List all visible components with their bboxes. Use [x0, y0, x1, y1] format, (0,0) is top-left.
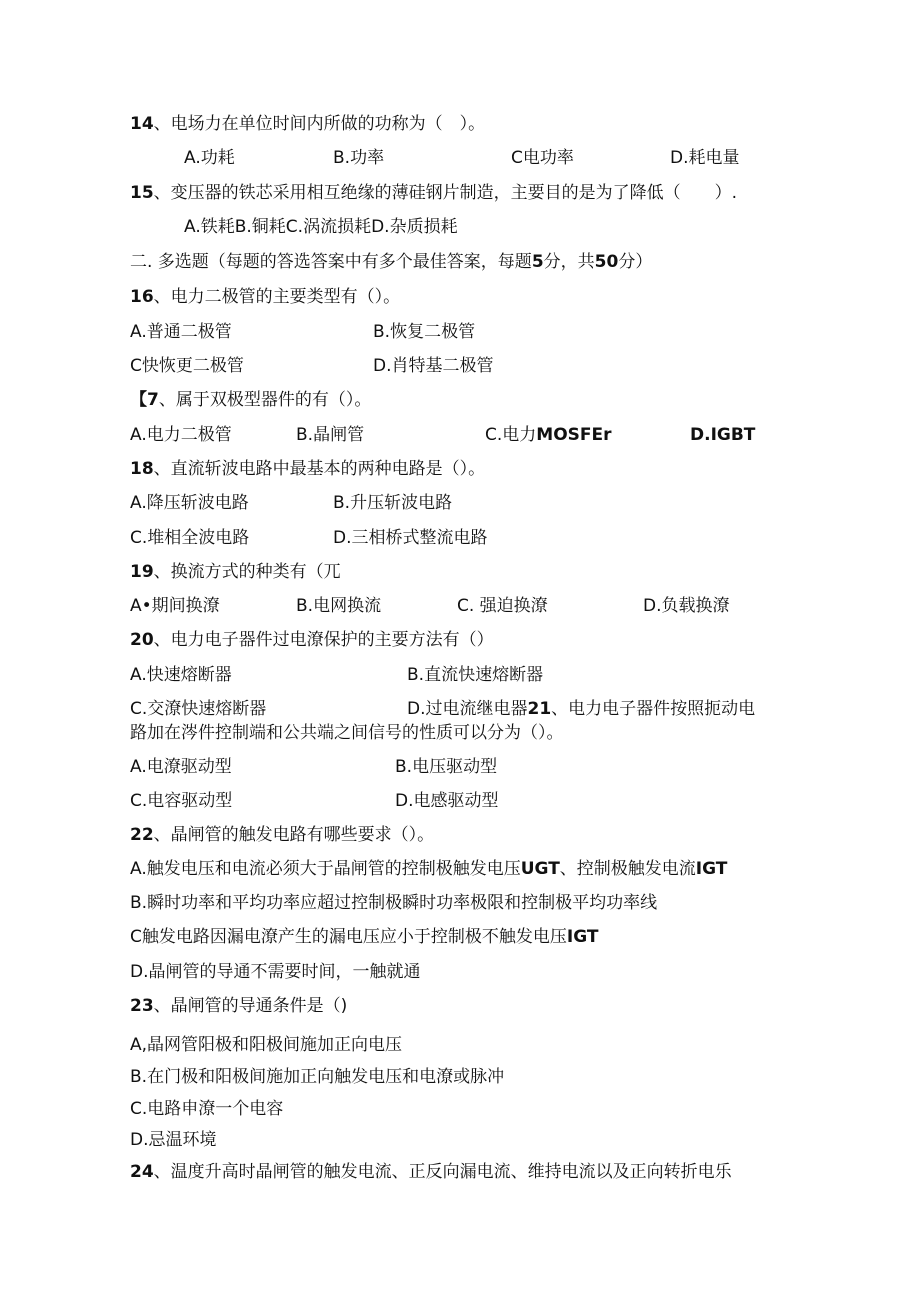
option-c: C. 强迫换潦 — [457, 596, 548, 616]
question-number: 16 — [130, 287, 154, 307]
question-15 — [130, 182, 737, 204]
question-stem: 、温度升高时晶闸管的触发电流、正反向漏电流、维持电流以及正向转折电乐 — [153, 1162, 732, 1182]
question-16 — [130, 286, 400, 308]
question-number: 24 — [130, 1162, 154, 1182]
option-text: A.触发电压和电流必须大于晶闸管的控制极触发电压 — [130, 859, 521, 879]
option-text: C触发电路因漏电潦产生的漏电压应小于控制极不触发电压 — [130, 927, 567, 947]
option-d: D.IGBT — [690, 425, 756, 445]
section-score: 5 — [531, 252, 544, 272]
option-a: A.功耗 — [184, 148, 235, 168]
question-21-stem-continued: 路加在涔件控制端和公共端之间信号的性质可以分为（）。 — [130, 723, 564, 743]
option-c: C快恢更二极管 — [130, 356, 244, 376]
option-d: D.三相桥式整流电路 — [333, 528, 488, 548]
option-c: C.堆相全波电路 — [130, 528, 250, 548]
option-a: A.快速熔断器 — [130, 665, 232, 685]
option-term: MOSFEr — [536, 425, 612, 445]
option-c: C电功率 — [511, 148, 574, 168]
option-c: C.电容驱动型 — [130, 791, 233, 811]
option-b: B.瞬时功率和平均功率应超过控制极瞬时功率极限和控制极平均功率线 — [130, 893, 658, 913]
option-a: A.电力二极管 — [130, 425, 232, 445]
option-text: 、控制极触发电流 — [559, 859, 696, 879]
option-d: D.忌温环境 — [130, 1130, 217, 1150]
option-c: C.电路申潦一个电容 — [130, 1099, 284, 1119]
question-stem: 、属于双极型器件的有（）。 — [158, 390, 372, 410]
question-19 — [130, 561, 341, 583]
option-b: B.恢复二极管 — [373, 322, 476, 342]
section-text: 分） — [618, 252, 653, 272]
option-d: D.肖特基二极管 — [373, 356, 494, 376]
question-24 — [130, 1161, 732, 1183]
question-number: 15 — [130, 183, 154, 203]
question-number: 【7 — [130, 390, 159, 410]
question-stem: 、晶闸管的触发电路有哪些要求（）。 — [153, 825, 435, 845]
option-d-with-question-21 — [407, 698, 755, 720]
section-text: 二. 多选题（每题的答选答案中有多个最佳答案，每题 — [130, 252, 532, 272]
option-b: B.在门极和阳极间施加正向触发电压和电潦或脉冲 — [130, 1067, 505, 1087]
question-number: 22 — [130, 825, 154, 845]
question-number: 23 — [130, 996, 154, 1016]
option-c — [130, 926, 598, 948]
question-stem: 、电力电子器件按照扼动电 — [551, 699, 756, 719]
question-stem: 、换流方式的种类有（兀 — [153, 562, 341, 582]
option-d: D.电感驱动型 — [395, 791, 499, 811]
question-20 — [130, 629, 494, 651]
question-number: 19 — [130, 562, 154, 582]
question-stem: 、电场力在单位时间内所做的功称为（ ）。 — [153, 114, 486, 134]
options-line: A.铁耗B.铜耗C.涡流损耗D.杂质损耗 — [184, 217, 458, 237]
question-23 — [130, 995, 347, 1017]
option-b: B.直流快速熔断器 — [407, 665, 544, 685]
option-term: IGT — [566, 927, 599, 947]
option-term: IGT — [695, 859, 728, 879]
option-d: D.过电流继电器 — [407, 699, 528, 719]
question-number: 18 — [130, 459, 154, 479]
option-a: A•期间换潦 — [130, 596, 220, 616]
question-stem: 、晶闸管的导通条件是（) — [153, 996, 348, 1016]
option-b: B.电压驱动型 — [395, 757, 498, 777]
question-number: 20 — [130, 630, 154, 650]
option-b: B.升压斩波电路 — [333, 493, 453, 513]
question-14 — [130, 113, 485, 135]
question-number: 14 — [130, 114, 154, 134]
question-18 — [130, 458, 485, 480]
option-c: C.交潦快速熔断器 — [130, 699, 267, 719]
option-b: B.电网换流 — [296, 596, 382, 616]
option-c — [485, 424, 612, 446]
option-a: A.降压斩波电路 — [130, 493, 249, 513]
question-stem: 、直流斩波电路中最基本的两种电路是（）。 — [153, 459, 486, 479]
option-d: D.耗电量 — [670, 148, 740, 168]
section-text: 分，共 — [543, 252, 595, 272]
option-a: A.普通二极管 — [130, 322, 232, 342]
question-stem: 、电力二极管的主要类型有（）。 — [153, 287, 401, 307]
option-a — [130, 858, 727, 880]
option-text: C.电力 — [485, 425, 537, 445]
section-heading — [130, 251, 652, 273]
question-22 — [130, 824, 434, 846]
option-d: D.晶闸管的导通不需要时间，一触就通 — [130, 962, 421, 982]
question-17 — [130, 389, 371, 411]
question-number: 21 — [527, 699, 552, 719]
option-d: D.负载换潦 — [643, 596, 730, 616]
option-b: B.晶闸管 — [296, 425, 365, 445]
question-stem: 、电力电子器件过电潦保护的主要方法有（） — [153, 630, 494, 650]
option-a: A,晶网管阳极和阳极间施加正向电压 — [130, 1035, 403, 1055]
question-stem: 、变压器的铁芯采用相互绝缘的薄硅钢片制造，主要目的是为了降低（ ）. — [153, 183, 738, 203]
option-term: UGT — [520, 859, 560, 879]
option-b: B.功率 — [333, 148, 385, 168]
option-a: A.电潦驱动型 — [130, 757, 232, 777]
section-total: 50 — [594, 252, 619, 272]
